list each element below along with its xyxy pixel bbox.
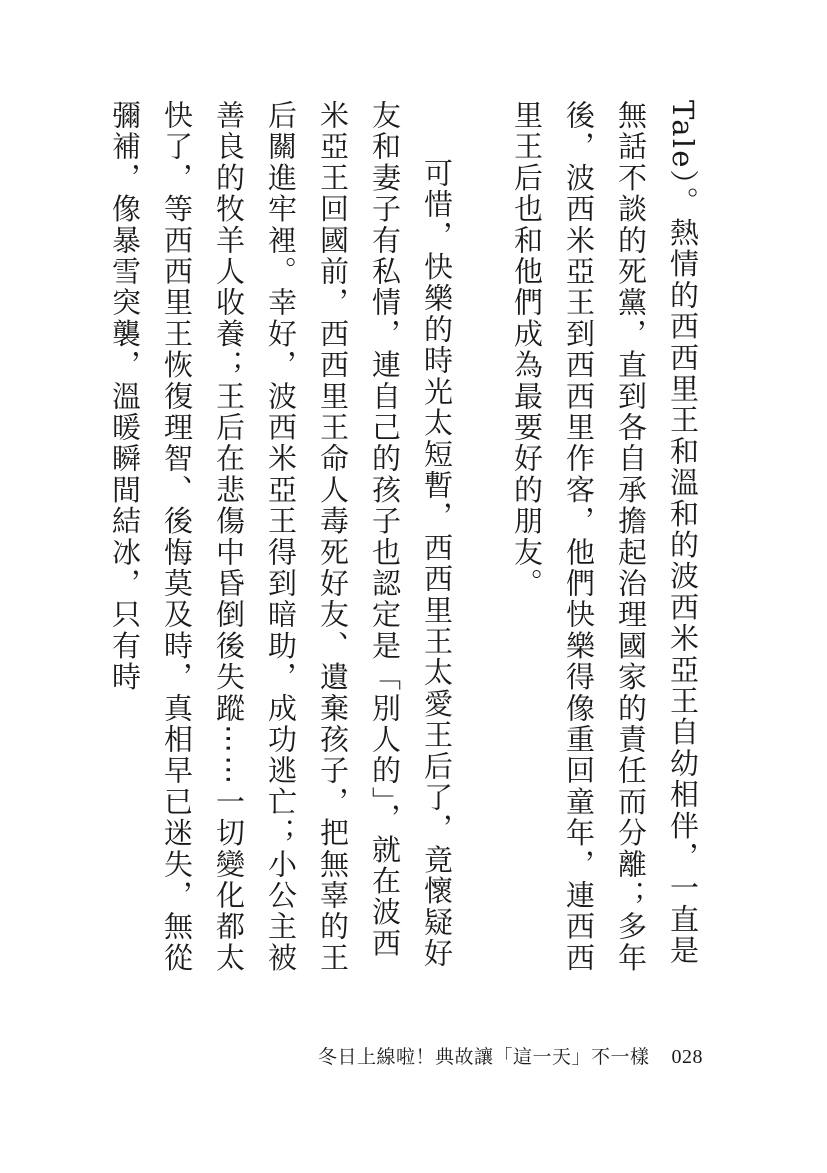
running-title: 冬日上線啦！典故讓「這一天」不一樣 [317, 1046, 650, 1068]
paragraph-gap [463, 100, 501, 980]
paragraph-1: Tale）。熱情的西西里王和溫和的波西米亞王自幼相伴，一直是無話不談的死黨，直到各自承擔起治理國家的責任而分離；多年後，波西米亞王到西西里作客，他們快樂得像重回童年，連西西里王后也和他們成為最要好的朋友。 [510, 100, 700, 974]
vertical-body-text [99, 100, 709, 980]
paragraph-2: 可惜，快樂的時光太短暫，西西里王太愛王后了，竟懷疑好友和妻子有私情，連自己的孩子也認定是「別人的」，就在波西米亞王回國前，西西里王命人毒死好友、遺棄孩子，把無辜的王后關進牢裡。幸好，波西米亞王得到暗助，成功逃亡；小公主被善良的牧羊人收養；王后在悲傷中昏倒後失蹤⋯⋯一切變化都太快了，等西西里王恢復理智、後悔莫及時，真相早已迷失，無從彌補，像暴雪突襲，溫暖瞬間結冰，只有時 [108, 100, 454, 974]
page-footer [318, 1042, 703, 1069]
page-number: 028 [671, 1046, 703, 1068]
